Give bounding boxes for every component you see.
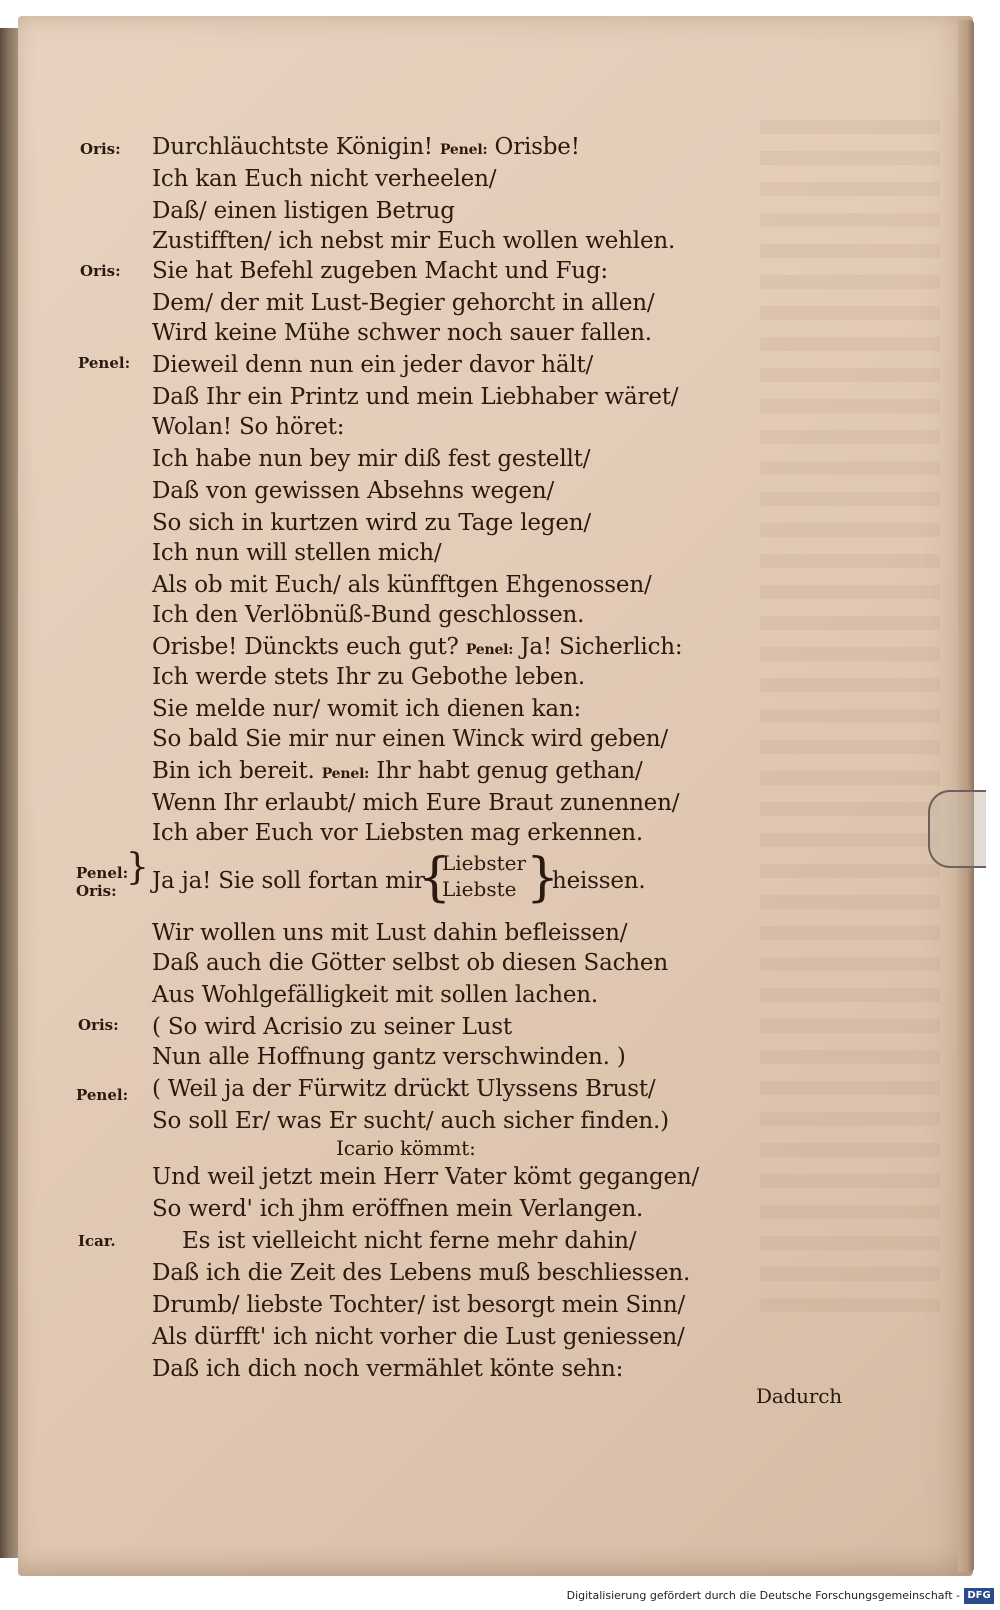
verse-text: Orisbe! bbox=[494, 134, 580, 160]
verse-line: Wird keine Mühe schwer noch sauer fallen. bbox=[152, 320, 652, 346]
verse-line: Dieweil denn nun ein jeder davor hält/ bbox=[152, 352, 594, 378]
verse-line: So soll Er/ was Er sucht/ auch sicher finden.) bbox=[152, 1108, 669, 1134]
speaker-label: Oris: bbox=[80, 262, 121, 280]
speaker-label: Oris: bbox=[78, 1016, 119, 1034]
dfg-logo-icon: DFG bbox=[964, 1588, 994, 1604]
verse-line: Und weil jetzt mein Herr Vater kömt gegangen/ bbox=[152, 1164, 700, 1190]
verse-line: Ja ja! Sie soll fortan mir bbox=[152, 868, 425, 894]
stacked-word: Liebste bbox=[442, 877, 517, 901]
verse-line: Wir wollen uns mit Lust dahin befleissen/ bbox=[152, 920, 628, 946]
verse-line: Als dürfft' ich nicht vorher die Lust geniessen/ bbox=[152, 1324, 685, 1350]
speaker-label: Oris: bbox=[80, 140, 121, 158]
verse-line: Sie melde nur/ womit ich dienen kan: bbox=[152, 696, 582, 722]
curly-brace-left: { bbox=[418, 848, 452, 908]
verse-line bbox=[152, 134, 580, 160]
catchword: Dadurch bbox=[756, 1384, 842, 1408]
verse-line: Daß auch die Götter selbst ob diesen Sachen bbox=[152, 950, 668, 976]
verse-text: Durchläuchtste Königin! bbox=[152, 134, 433, 160]
verse-line: Drumb/ liebste Tochter/ ist besorgt mein Sinn/ bbox=[152, 1292, 686, 1318]
verse-line bbox=[152, 758, 643, 784]
verse-line: Daß/ einen listigen Betrug bbox=[152, 198, 455, 224]
speaker-label-stacked-bottom: Oris: bbox=[76, 882, 117, 900]
verse-text: Ihr habt genug gethan/ bbox=[376, 758, 643, 784]
verse-line: ( Weil ja der Fürwitz drückt Ulyssens Brust/ bbox=[152, 1076, 656, 1102]
verse-line: Ich habe nun bey mir diß fest gestellt/ bbox=[152, 446, 591, 472]
verse-line: Zustifften/ ich nebst mir Euch wollen wehlen. bbox=[152, 228, 676, 254]
verse-line: Es ist vielleicht nicht ferne mehr dahin/ bbox=[182, 1228, 637, 1254]
verse-text: Bin ich bereit. bbox=[152, 758, 315, 784]
verse-line: heissen. bbox=[552, 868, 646, 894]
word-stack bbox=[442, 850, 526, 902]
ink-bleed-through bbox=[760, 120, 940, 1320]
inline-speaker-label: Penel: bbox=[465, 642, 514, 658]
footer-bar bbox=[0, 1584, 1000, 1610]
speaker-label: Penel: bbox=[78, 354, 131, 372]
inline-speaker-label: Penel: bbox=[321, 766, 370, 782]
curly-brace-right: } bbox=[126, 847, 149, 888]
verse-line: Wolan! So höret: bbox=[152, 414, 345, 440]
inline-speaker-label: Penel: bbox=[439, 142, 488, 158]
speaker-label: Penel: bbox=[76, 1086, 129, 1104]
verse-line: Daß von gewissen Absehns wegen/ bbox=[152, 478, 554, 504]
verse-line: Ich werde stets Ihr zu Gebothe leben. bbox=[152, 664, 586, 690]
stacked-word: Liebster bbox=[442, 851, 527, 875]
verse-line bbox=[152, 634, 682, 660]
verse-line: ( So wird Acrisio zu seiner Lust bbox=[152, 1014, 512, 1040]
speaker-label-stacked-top: Penel: bbox=[76, 864, 129, 882]
verse-line: So sich in kurtzen wird zu Tage legen/ bbox=[152, 510, 591, 536]
stage-direction: Icario kömmt: bbox=[336, 1136, 476, 1160]
verse-line: Ich aber Euch vor Liebsten mag erkennen. bbox=[152, 820, 644, 846]
verse-line: Ich kan Euch nicht verheelen/ bbox=[152, 166, 497, 192]
verse-text: Orisbe! Dünckts euch gut? bbox=[152, 634, 459, 660]
verse-line: So bald Sie mir nur einen Winck wird geben/ bbox=[152, 726, 668, 752]
verse-line: Aus Wohlgefälligkeit mit sollen lachen. bbox=[152, 982, 598, 1008]
verse-line: Wenn Ihr erlaubt/ mich Eure Braut zunennen/ bbox=[152, 790, 680, 816]
verse-line: Ich den Verlöbnüß-Bund geschlossen. bbox=[152, 602, 585, 628]
verse-line: Daß ich die Zeit des Lebens muß beschliessen. bbox=[152, 1260, 691, 1286]
verse-line: Sie hat Befehl zugeben Macht und Fug: bbox=[152, 258, 608, 284]
verse-line: So werd' ich jhm eröffnen mein Verlangen. bbox=[152, 1196, 644, 1222]
verse-text: Ja! Sicherlich: bbox=[520, 634, 683, 660]
speaker-label: Icar. bbox=[78, 1232, 116, 1250]
curly-brace-right: } bbox=[526, 848, 560, 908]
page-clip bbox=[928, 790, 986, 868]
verse-line: Daß Ihr ein Printz und mein Liebhaber wäret/ bbox=[152, 384, 679, 410]
verse-line: Ich nun will stellen mich/ bbox=[152, 540, 442, 566]
verse-line: Als ob mit Euch/ als künfftgen Ehgenossen/ bbox=[152, 572, 652, 598]
verse-line: Nun alle Hoffnung gantz verschwinden. ) bbox=[152, 1044, 626, 1070]
verse-line: Dem/ der mit Lust-Begier gehorcht in allen/ bbox=[152, 290, 655, 316]
verse-line: Daß ich dich noch vermählet könte sehn: bbox=[152, 1356, 624, 1382]
funding-notice: Digitalisierung gefördert durch die Deutsche Forschungsgemeinschaft - bbox=[566, 1589, 960, 1602]
